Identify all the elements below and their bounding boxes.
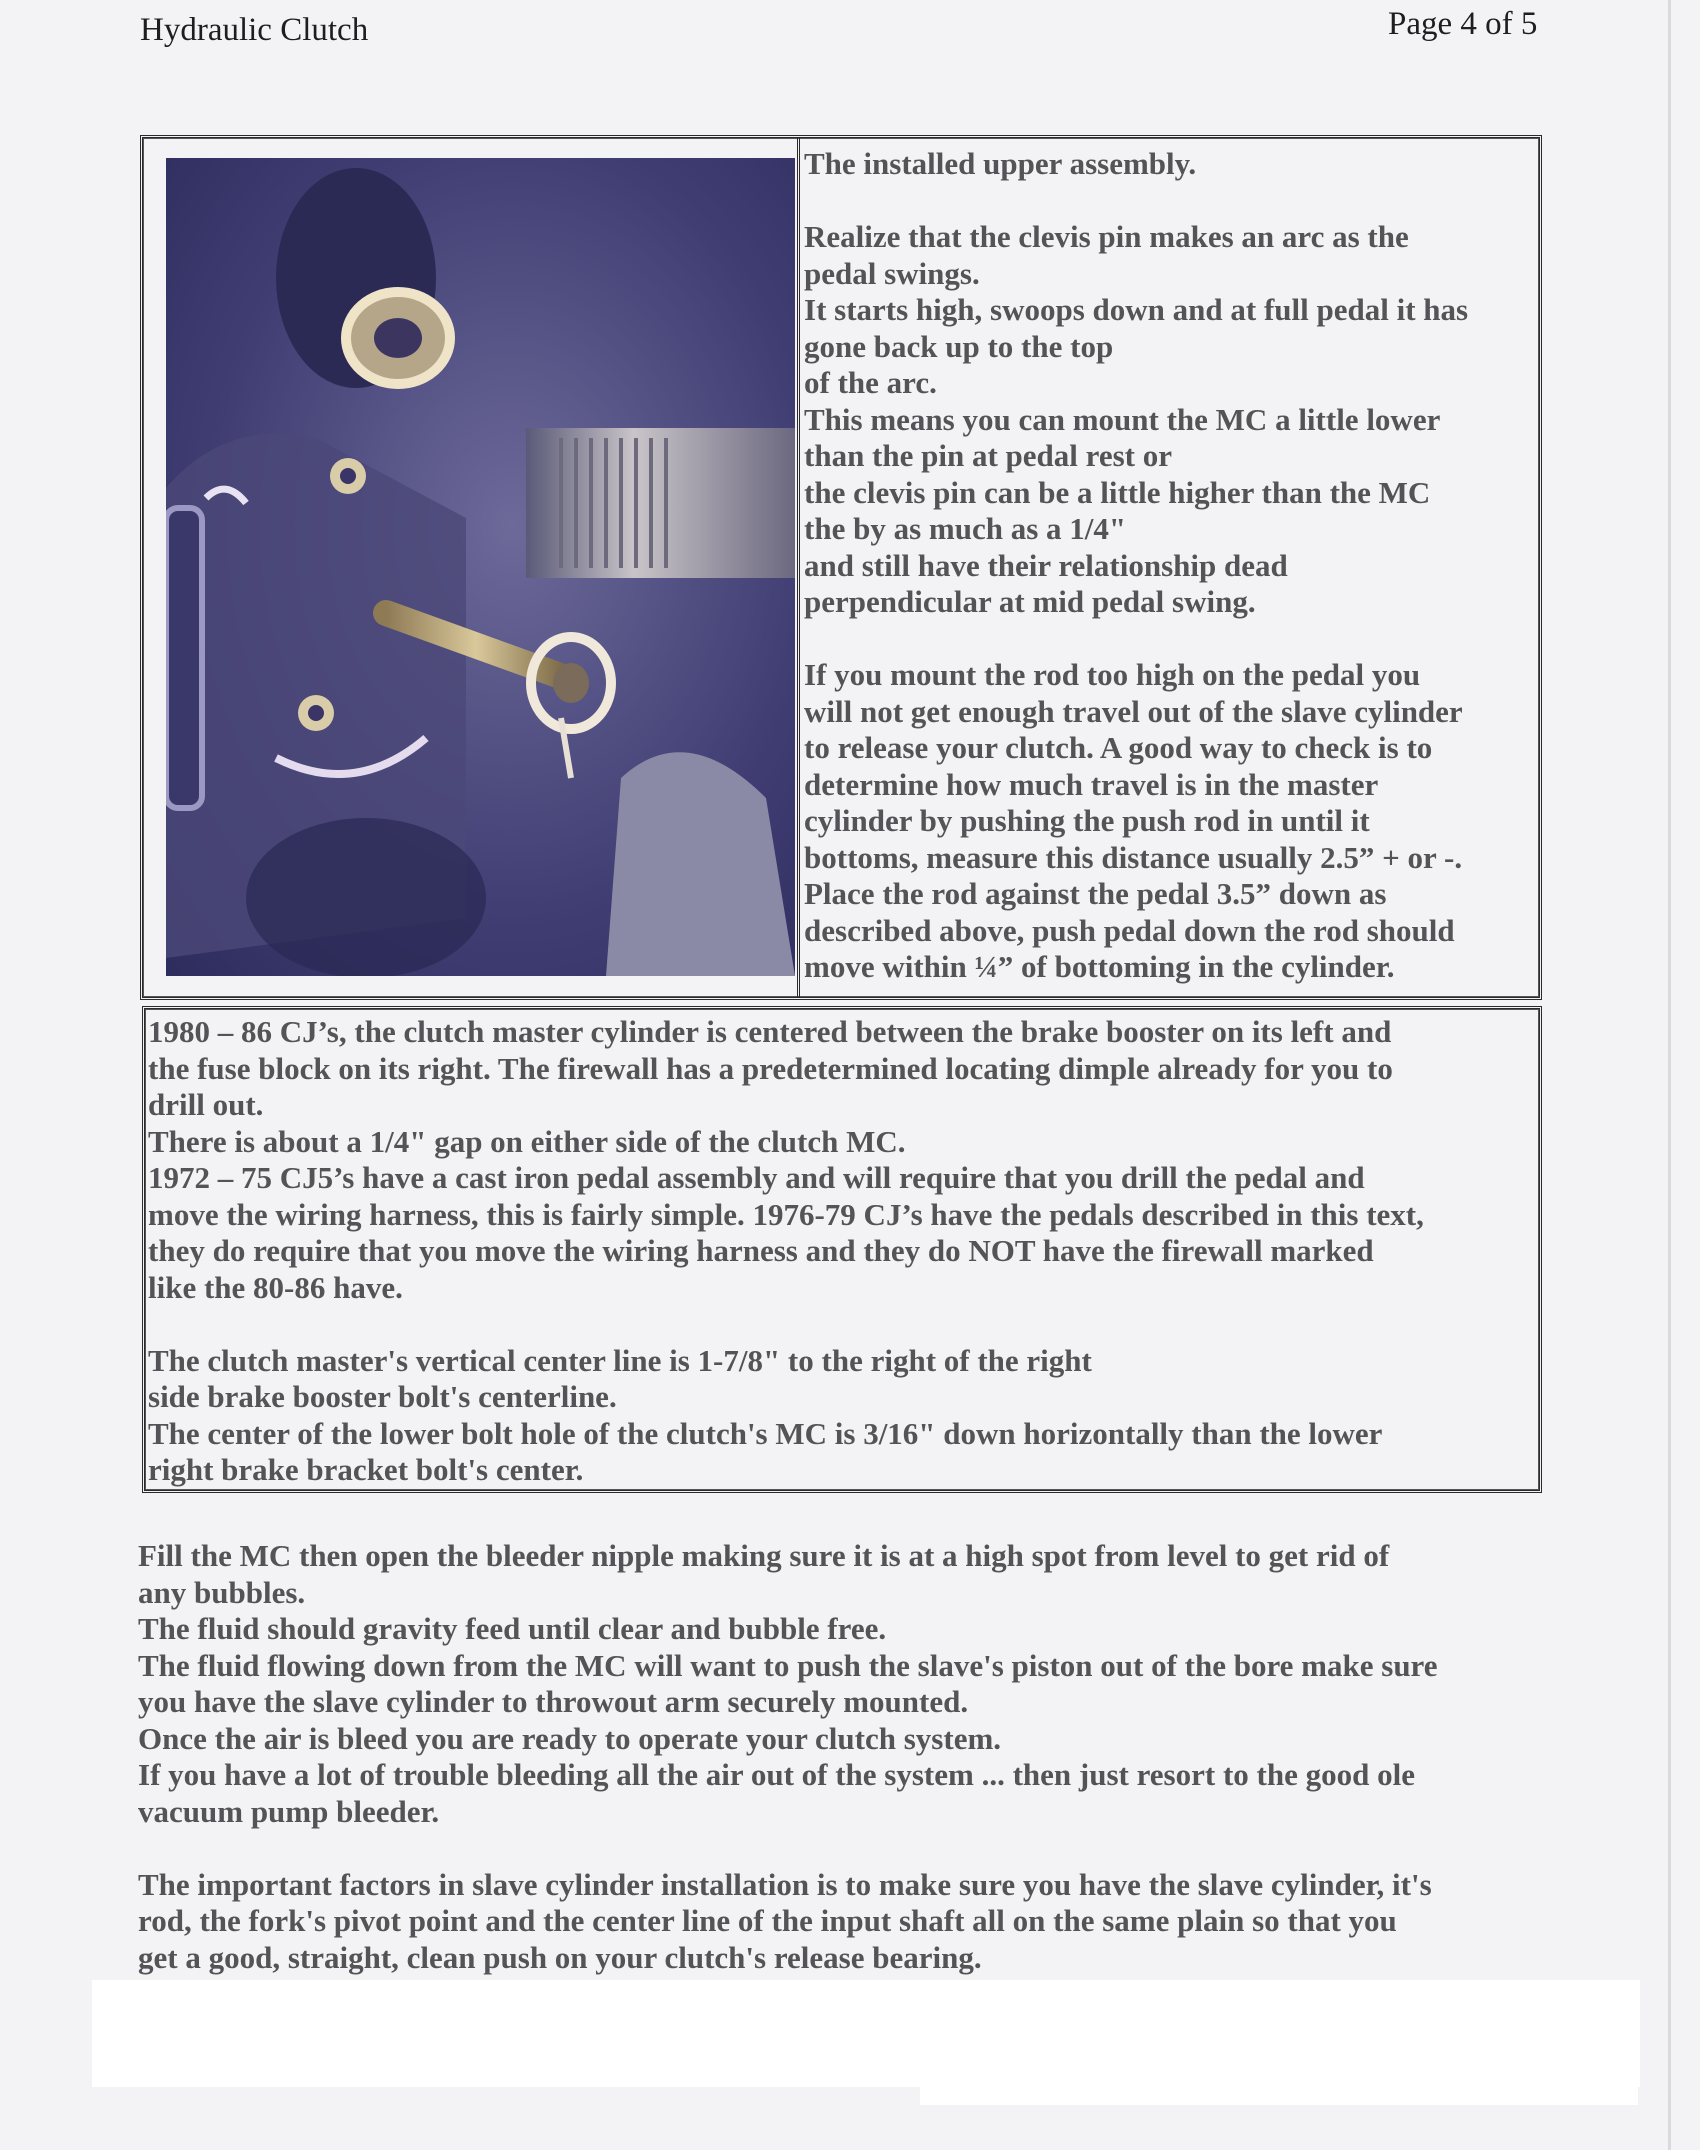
table-cell-divider <box>797 138 801 998</box>
document-title: Hydraulic Clutch <box>140 12 369 48</box>
page-edge <box>1668 0 1671 2150</box>
bleeding-instructions-text: Fill the MC then open the bleeder nipple making sure it is at a high spot from level to get rid of any bubbles. The fluid should gravity feed until clear and bubble free. The fluid flowing down from the MC will want to push the slave's piston out of the bore make sure you have the slave cylinder to throwout arm securely mounted. Once the air is bleed you are ready to operate your clutch system. If you have a lot of trouble bleeding all the air out of the system ... then just resort to the good ole vacuum pump bleeder. The important factors in slave cylinder installation is to make sure you have the slave cylinder, it's rod, the fork's pivot point and the center line of the input shaft all on the same plain so that you get a good, straight, clean push on your clutch's release bearing. <box>138 1538 1438 1975</box>
figure-caption-text: The installed upper assembly. Realize that the clevis pin makes an arc as the pedal swings. It starts high, swoops down and at full pedal it has gone back up to the top of the arc. This means you can mount the MC a little lower than the pin at pedal rest or the clevis pin can be a little higher than the MC the by as much as a 1/4" and still have their relationship dead perpendicular at mid pedal swing. If you mount the rod too high on the pedal you will not get enough travel out of the slave cylinder to release your clutch. A good way to check is to determine how much travel is in the master cylinder by pushing the push rod in until it bottoms, measure this distance usually 2.5” + or -. Place the rod against the pedal 3.5” down as described above, push pedal down the rod should move within ¼” of bottoming in the cylinder. <box>804 146 1469 984</box>
redaction-block <box>92 1980 1640 2087</box>
mounting-notes-text: 1980 – 86 CJ’s, the clutch master cylinder is centered between the brake booster on its left and the fuse block on its right. The firewall has a predetermined locating dimple already for you to drill out. There is about a 1/4" gap on either side of the clutch MC. 1972 – 75 CJ5’s have a cast iron pedal assembly and will require that you drill the pedal and move the wiring harness, this is fairly simple. 1976-79 CJ’s have the pedals described in this text, they do require that you move the wiring harness and they do NOT have the firewall marked like the 80-86 have. The clutch master's vertical center line is 1-7/8" to the right of the right side brake booster bolt's centerline. The center of the lower bolt hole of the clutch's MC is 3/16" down horizontally than the lower right brake bracket bolt's center. <box>148 1014 1424 1487</box>
clutch-pedal-assembly-photo <box>166 158 795 976</box>
page-number: Page 4 of 5 <box>1388 6 1538 42</box>
redaction-block-lower <box>920 2080 1638 2105</box>
